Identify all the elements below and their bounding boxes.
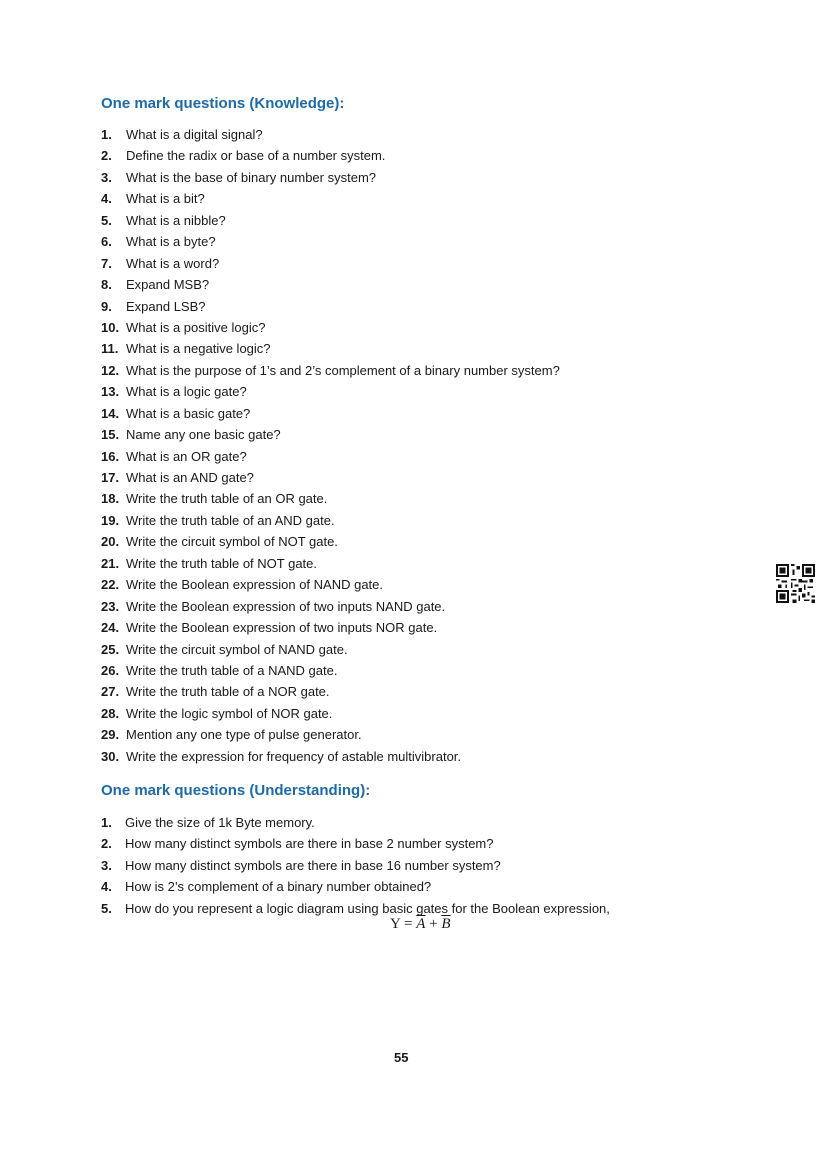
question-number: 2. [101, 148, 112, 164]
question-text: Write the Boolean expression of NAND gate. [126, 577, 384, 593]
question-number: 17. [101, 470, 120, 485]
page-number: 55 [394, 1050, 409, 1065]
question-number: 9. [101, 298, 112, 314]
section-heading-understanding: One mark questions (Understanding): [101, 782, 371, 799]
question-text: How is 2’s complement of a binary number obtained? [125, 879, 432, 895]
question-text: Mention any one type of pulse generator. [126, 727, 362, 743]
question-text: Write the truth table of NOT gate. [126, 555, 318, 571]
section-heading-knowledge: One mark questions (Knowledge): [101, 95, 345, 112]
question-text: What is a nibble? [126, 212, 226, 228]
question-text: What is a positive logic? [126, 319, 266, 335]
question-text: What is an OR gate? [126, 448, 247, 464]
question-text: Define the radix or base of a number system. [126, 148, 386, 164]
question-text: Write the truth table of an AND gate. [126, 512, 335, 528]
question-number: 30. [101, 748, 120, 764]
question-number: 11. [101, 341, 119, 357]
question-number: 27. [101, 684, 120, 700]
boolean-formula [390, 916, 451, 933]
question-number: 15. [101, 427, 120, 443]
question-text: Expand MSB? [126, 277, 210, 293]
question-number: 20. [101, 534, 120, 550]
question-text: Write the Boolean expression of two inputs NOR gate. [126, 620, 438, 636]
question-number: 1. [101, 127, 112, 142]
question-text: How do you represent a logic diagram using basic gates for the Boolean expression, [125, 900, 610, 916]
question-number: 29. [101, 727, 120, 743]
question-text: How many distinct symbols are there in base 2 number system? [125, 836, 494, 852]
qr-code [776, 564, 815, 603]
question-text: What is a digital signal? [126, 127, 263, 142]
question-text: What is a logic gate? [126, 384, 247, 400]
question-number: 21. [101, 555, 120, 571]
question-number: 1. [101, 815, 112, 830]
question-number: 7. [101, 255, 112, 271]
question-number: 22. [101, 577, 120, 593]
question-number: 6. [101, 234, 112, 250]
question-text: Write the truth table of an OR gate. [126, 491, 328, 507]
question-number: 26. [101, 662, 120, 678]
question-text: What is a basic gate? [126, 405, 251, 421]
formula-a-bar: $\overline{A}$ [416, 916, 426, 932]
question-number: 14. [101, 405, 120, 421]
formula-equals: = [404, 916, 413, 932]
question-number: 12. [101, 362, 120, 378]
question-text: Name any one basic gate? [126, 427, 281, 443]
formula-plus: + [429, 916, 438, 932]
question-text: Give the size of 1k Byte memory. [125, 815, 315, 830]
question-text: What is a word? [126, 255, 220, 271]
formula-lhs: Y [390, 916, 401, 932]
question-number: 4. [101, 191, 112, 207]
question-number: 13. [101, 384, 120, 400]
question-number: 25. [101, 641, 120, 657]
question-text: Write the Boolean expression of two inputs NAND gate. [126, 598, 446, 614]
question-text: Write the circuit symbol of NOT gate. [126, 534, 338, 550]
question-number: 3. [101, 857, 112, 873]
question-text: Write the expression for frequency of astable multivibrator. [126, 748, 462, 764]
question-text: What is the purpose of 1’s and 2’s complement of a binary number system? [126, 362, 560, 378]
question-number: 4. [101, 879, 112, 895]
question-number: 23. [101, 598, 120, 614]
question-text: What is a bit? [126, 191, 205, 207]
question-text: Write the truth table of a NAND gate. [126, 662, 338, 678]
question-number: 5. [101, 900, 112, 916]
question-text: Write the truth table of a NOR gate. [126, 684, 330, 700]
question-number: 2. [101, 836, 112, 852]
formula-b-bar: $\overline{B}$ [441, 916, 451, 932]
question-text: What is the base of binary number system? [126, 169, 377, 185]
question-number: 18. [101, 491, 120, 507]
question-text: Expand LSB? [126, 298, 206, 314]
question-number: 16. [101, 448, 120, 464]
question-number: 10. [101, 319, 120, 335]
question-text: Write the logic symbol of NOR gate. [126, 705, 333, 721]
question-number: 28. [101, 705, 120, 721]
question-text: What is a byte? [126, 234, 216, 250]
question-text: What is a negative logic? [126, 341, 271, 357]
question-text: How many distinct symbols are there in base 16 number system? [125, 857, 501, 873]
question-number: 3. [101, 169, 112, 185]
question-number: 5. [101, 212, 112, 228]
question-text: What is an AND gate? [126, 470, 254, 485]
question-number: 24. [101, 620, 120, 636]
question-number: 19. [101, 512, 120, 528]
question-text: Write the circuit symbol of NAND gate. [126, 641, 348, 657]
question-number: 8. [101, 277, 112, 293]
